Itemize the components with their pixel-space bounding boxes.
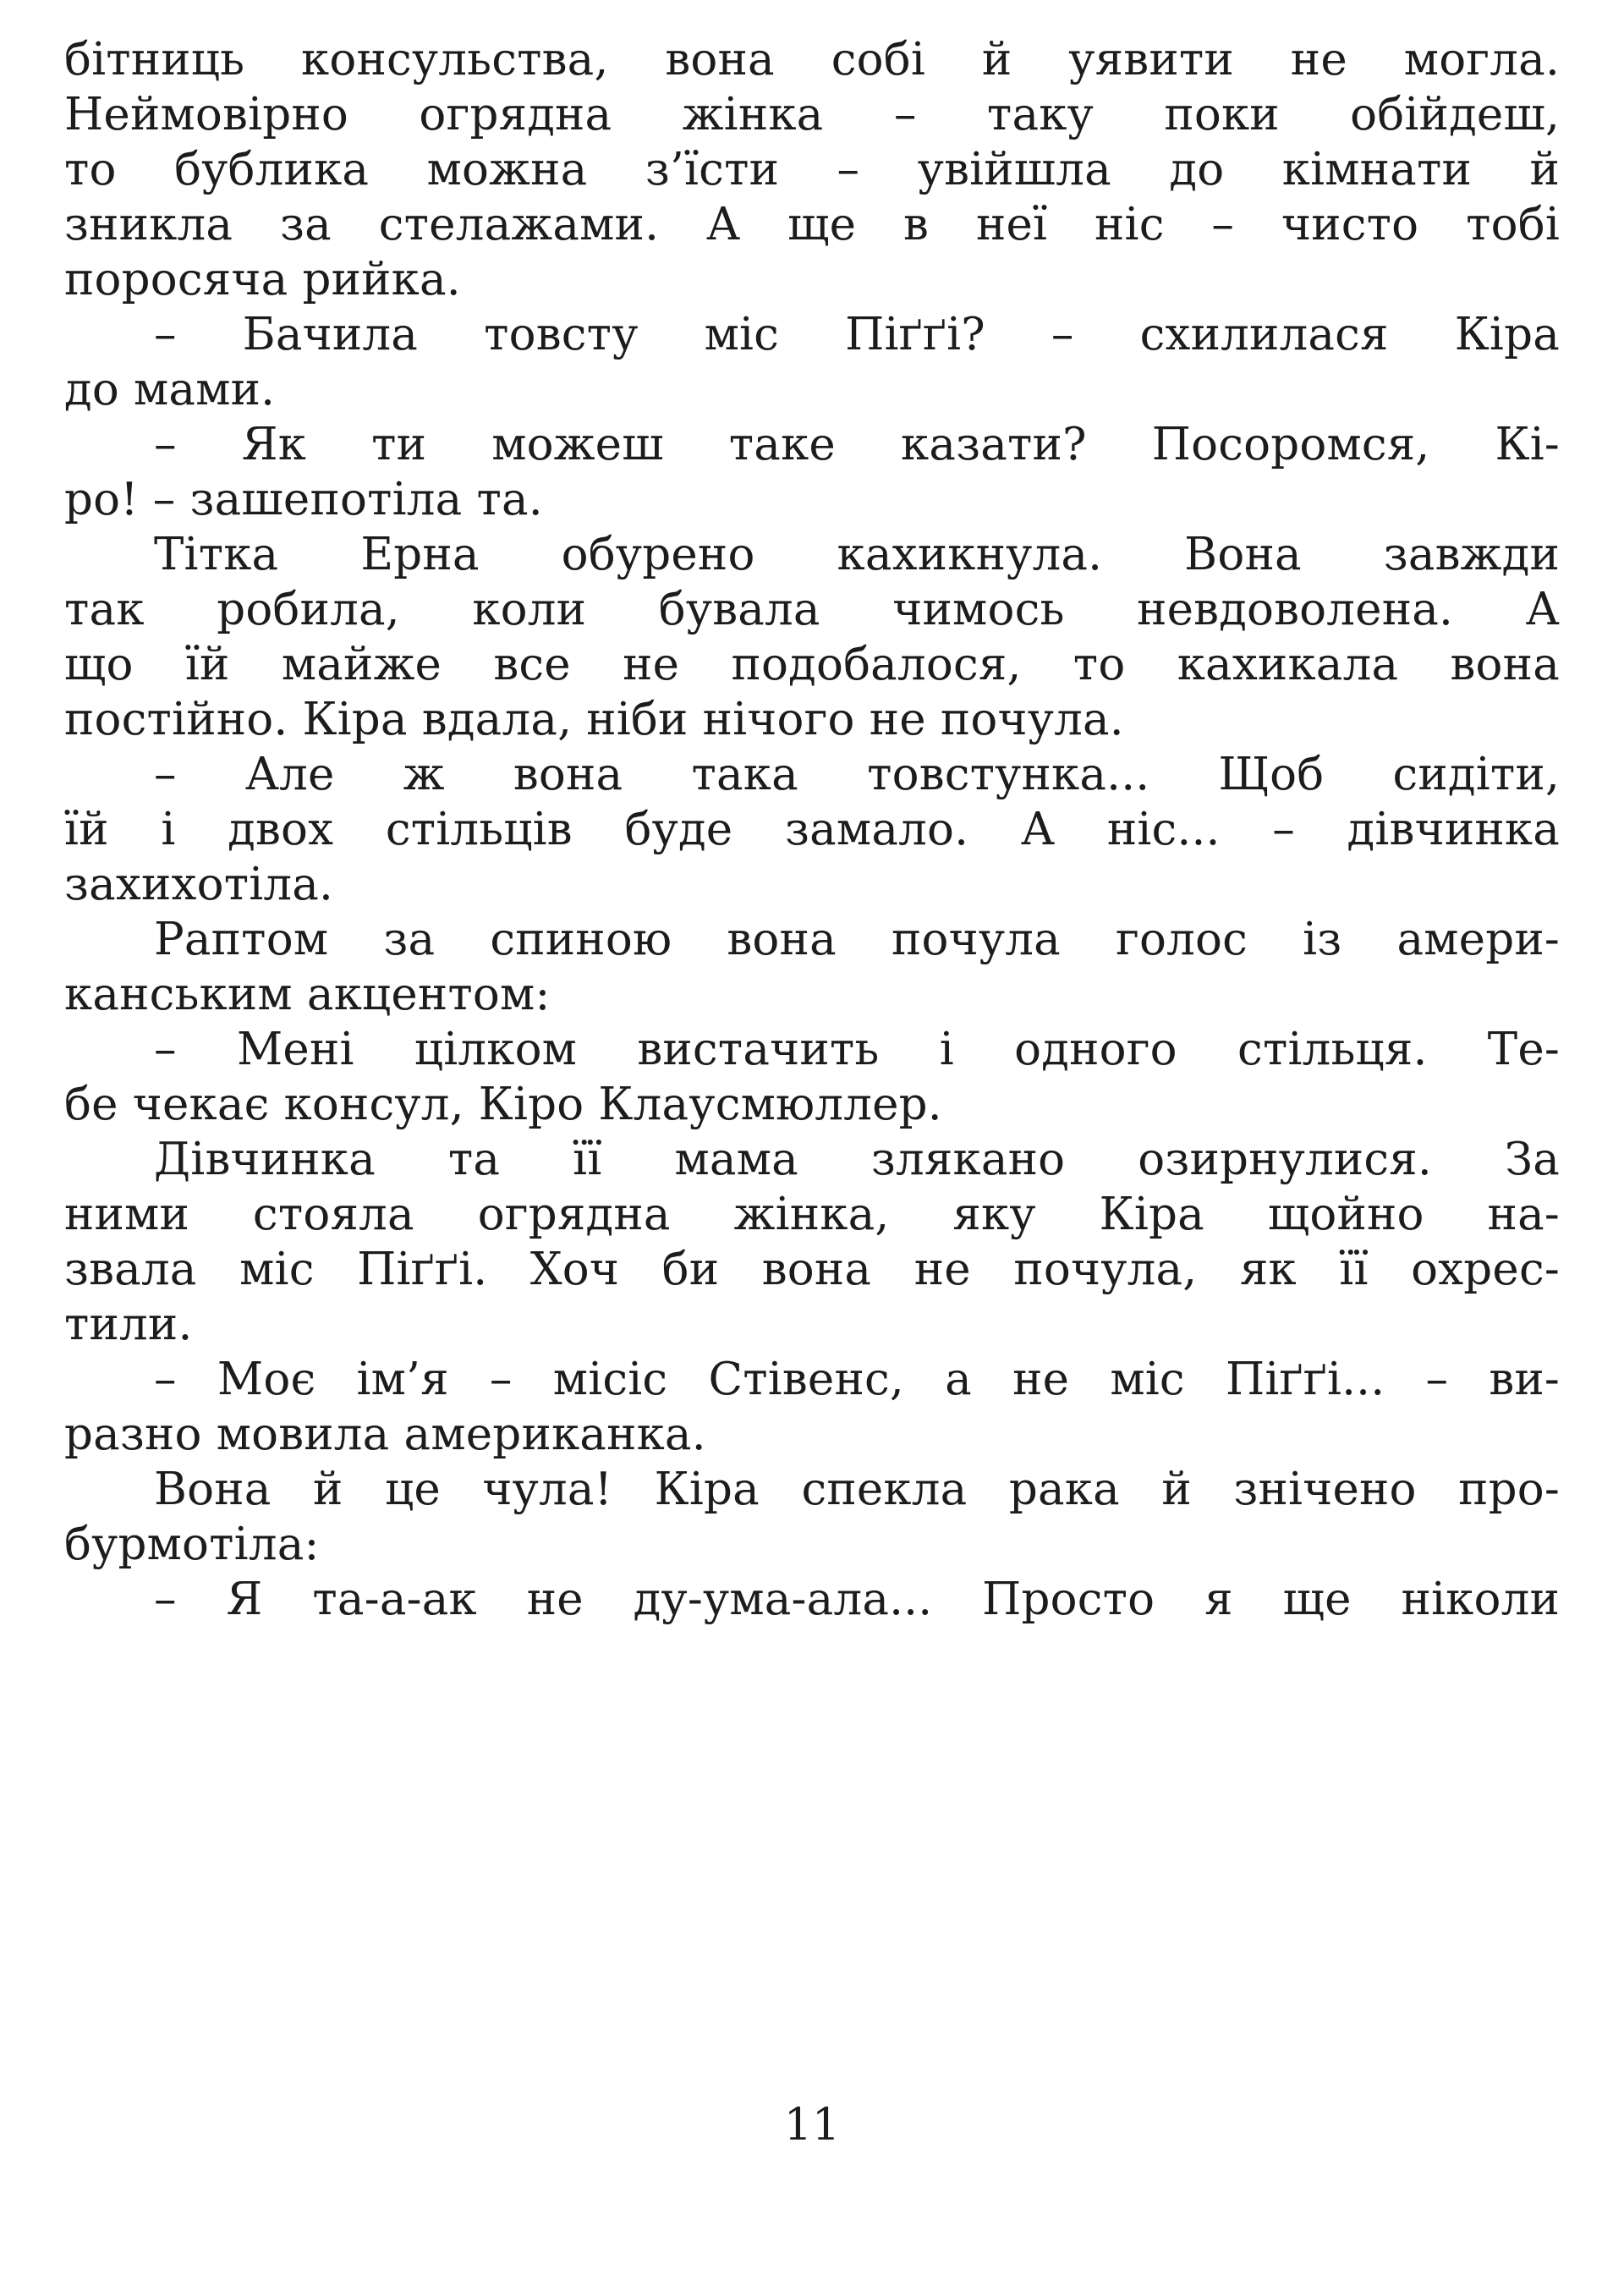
text-line: – Але ж вона така товстунка... Щоб сидіти, — [154, 749, 1560, 800]
text-line: так робила, коли бувала чимось невдоволена. А — [64, 584, 1560, 635]
text-line: постійно. Кіра вдала, ніби нічого не почула. — [64, 694, 1124, 745]
text-line: бе чекає консул, Кіро Клаусмюллер. — [64, 1079, 942, 1130]
text-line: поросяча рийка. — [64, 254, 461, 305]
text-line: бурмотіла: — [64, 1519, 320, 1570]
text-line: Раптом за спиною вона почула голос із амери- — [154, 914, 1560, 965]
page-number: 11 — [783, 2100, 841, 2151]
text-line: до мами. — [64, 364, 276, 415]
text-line: їй і двох стільців буде замало. А ніс... – дівчинка — [64, 804, 1560, 855]
text-line: Тітка Ерна обурено кахикнула. Вона завжди — [154, 529, 1560, 580]
text-line: захихотіла. — [64, 859, 334, 910]
text-line: – Як ти можеш таке казати? Посоромся, Кі- — [154, 419, 1560, 470]
text-block — [64, 32, 1560, 1627]
text-line: – Я та-а-ак не ду-ума-ала... Просто я ще ніколи — [154, 1574, 1560, 1625]
text-line: – Мені цілком вистачить і одного стільця. Те- — [154, 1024, 1560, 1075]
text-line: Дівчинка та її мама злякано озирнулися. За — [154, 1134, 1560, 1185]
text-line: зникла за стелажами. А ще в неї ніс – чисто тобі — [64, 199, 1560, 250]
text-line: звала міс Піґґі. Хоч би вона не почула, як її охрес- — [64, 1244, 1560, 1295]
text-line: канським акцентом: — [64, 969, 551, 1020]
text-line: Неймовірно огрядна жінка – таку поки обійдеш, — [64, 89, 1560, 140]
text-line: ними стояла огрядна жінка, яку Кіра щойно на- — [64, 1189, 1560, 1240]
text-line: Вона й це чула! Кіра спекла рака й знічено про- — [154, 1464, 1560, 1515]
text-line: ро! – зашепотіла та. — [64, 474, 543, 525]
text-line: тили. — [64, 1299, 193, 1350]
text-line: – Моє ім’я – місіс Стівенс, а не міс Піґґі... – ви- — [154, 1354, 1560, 1405]
text-line: – Бачила товсту міс Піґґі? – схилилася Кіра — [154, 309, 1560, 360]
text-line: що їй майже все не подобалося, то кахикала вона — [64, 639, 1560, 690]
text-line: то бублика можна з’їсти – увійшла до кімнати й — [64, 144, 1560, 195]
text-line: бітниць консульства, вона собі й уявити не могла. — [64, 34, 1560, 85]
text-line: разно мовила американка. — [64, 1409, 706, 1460]
